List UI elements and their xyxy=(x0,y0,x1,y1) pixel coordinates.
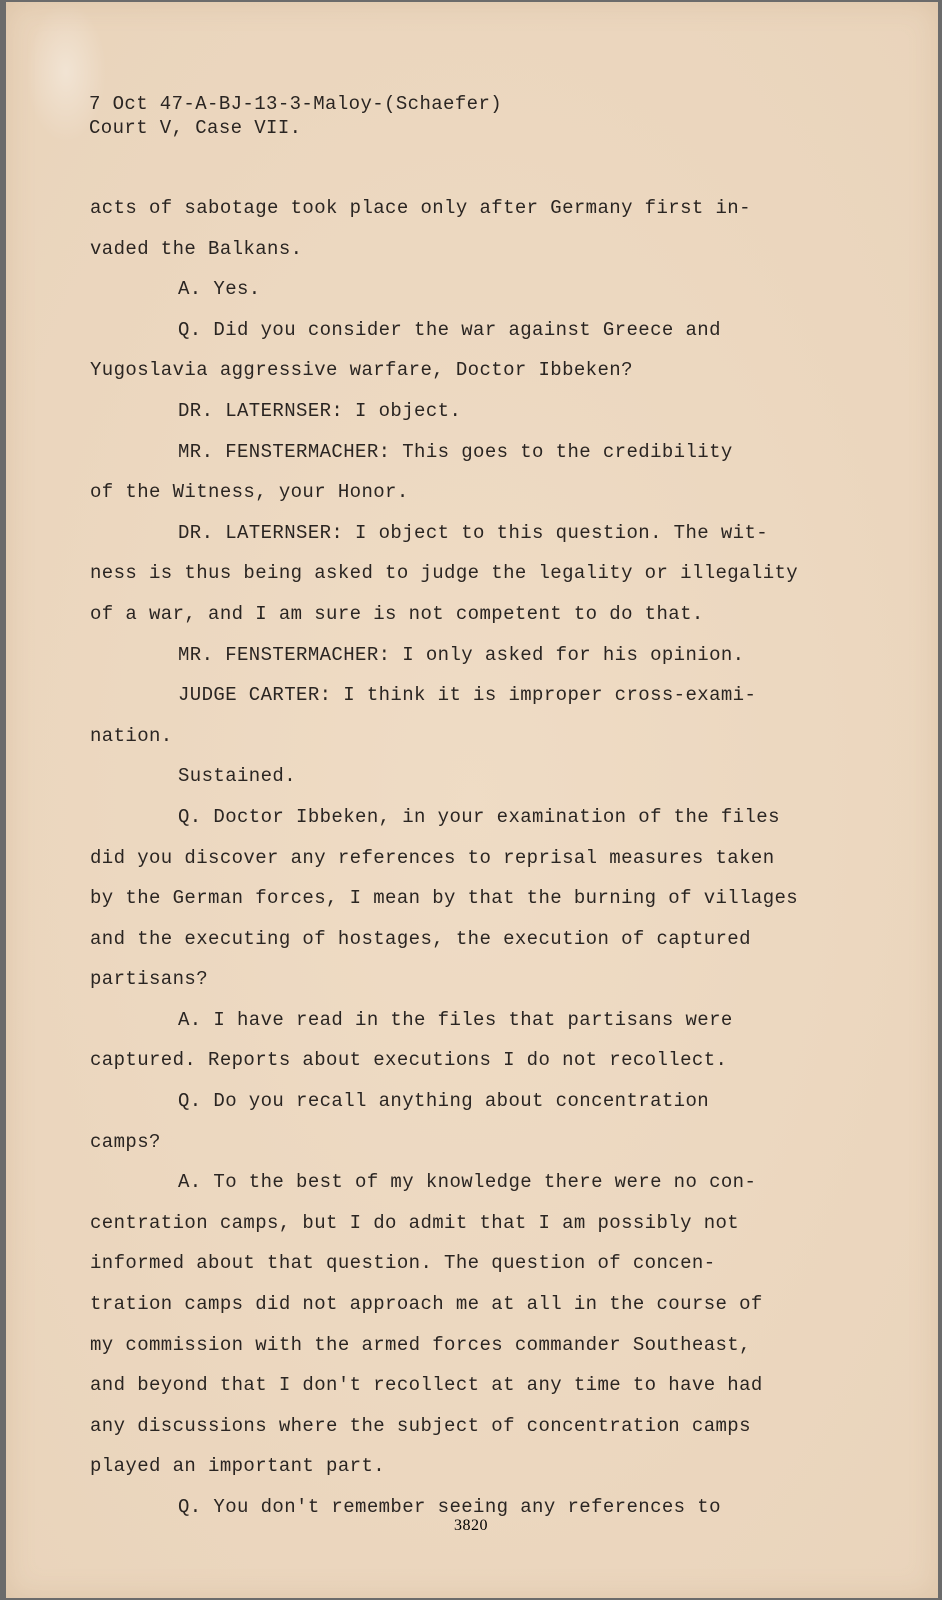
header-reference-line: 7 Oct 47-A-BJ-13-3-Maloy-(Schaefer) xyxy=(89,93,503,115)
transcript-line: MR. FENSTERMACHER: This goes to the credibility xyxy=(178,440,733,463)
transcript-line: did you discover any references to reprisal measures taken xyxy=(90,846,775,869)
transcript-line: my commission with the armed forces commander Southeast, xyxy=(90,1333,751,1356)
transcript-line: nation. xyxy=(90,724,173,747)
header-court-line: Court V, Case VII. xyxy=(89,117,302,139)
transcript-line: camps? xyxy=(90,1130,161,1153)
transcript-line: MR. FENSTERMACHER: I only asked for his opinion. xyxy=(178,643,745,666)
transcript-line: by the German forces, I mean by that the burning of villages xyxy=(90,887,799,910)
transcript-line: A. To the best of my knowledge there were no con- xyxy=(178,1171,757,1194)
transcript-line: Q. You don't remember seeing any references to xyxy=(178,1496,721,1518)
transcript-line: informed about that question. The question of concen- xyxy=(90,1252,716,1275)
transcript-line: played an important part. xyxy=(90,1455,386,1478)
transcript-line: Q. Did you consider the war against Greece and xyxy=(178,318,721,341)
transcript-line: DR. LATERNSER: I object to this question. The wit- xyxy=(178,521,769,544)
transcript-line: of a war, and I am sure is not competent to do that. xyxy=(90,602,704,625)
document-header xyxy=(89,92,502,140)
transcript-line: Yugoslavia aggressive warfare, Doctor Ibbeken? xyxy=(90,359,633,382)
transcript-line: A. I have read in the files that partisans were xyxy=(178,1008,733,1031)
transcript-line: JUDGE CARTER: I think it is improper cross-exami- xyxy=(178,684,757,707)
transcript-line: ness is thus being asked to judge the legality or illegality xyxy=(90,562,799,585)
transcript-line: A. Yes. xyxy=(178,278,261,301)
transcript-line: and beyond that I don't recollect at any time to have had xyxy=(90,1374,763,1397)
transcript-line: captured. Reports about executions I do not recollect. xyxy=(90,1049,728,1072)
transcript-line: vaded the Balkans. xyxy=(90,237,303,260)
transcript-line: tration camps did not approach me at all in the course of xyxy=(90,1293,763,1316)
transcript-line: any discussions where the subject of concentration camps xyxy=(90,1414,751,1437)
transcript-line: partisans? xyxy=(90,968,209,991)
transcript-line: Q. Do you recall anything about concentration xyxy=(178,1090,710,1113)
transcript-line: acts of sabotage took place only after Germany first in- xyxy=(90,197,751,219)
transcript-line: Sustained. xyxy=(178,765,297,788)
transcript-line: centration camps, but I do admit that I am possibly not xyxy=(90,1211,740,1234)
transcript-line: Q. Doctor Ibbeken, in your examination of the files xyxy=(178,805,780,828)
transcript-line: DR. LATERNSER: I object. xyxy=(178,399,462,422)
transcript-line: of the Witness, your Honor. xyxy=(90,481,409,504)
document-page xyxy=(6,2,938,1598)
transcript-body xyxy=(90,188,850,1528)
transcript-line: and the executing of hostages, the execution of captured xyxy=(90,927,751,950)
page-number: 3820 xyxy=(454,1517,488,1534)
